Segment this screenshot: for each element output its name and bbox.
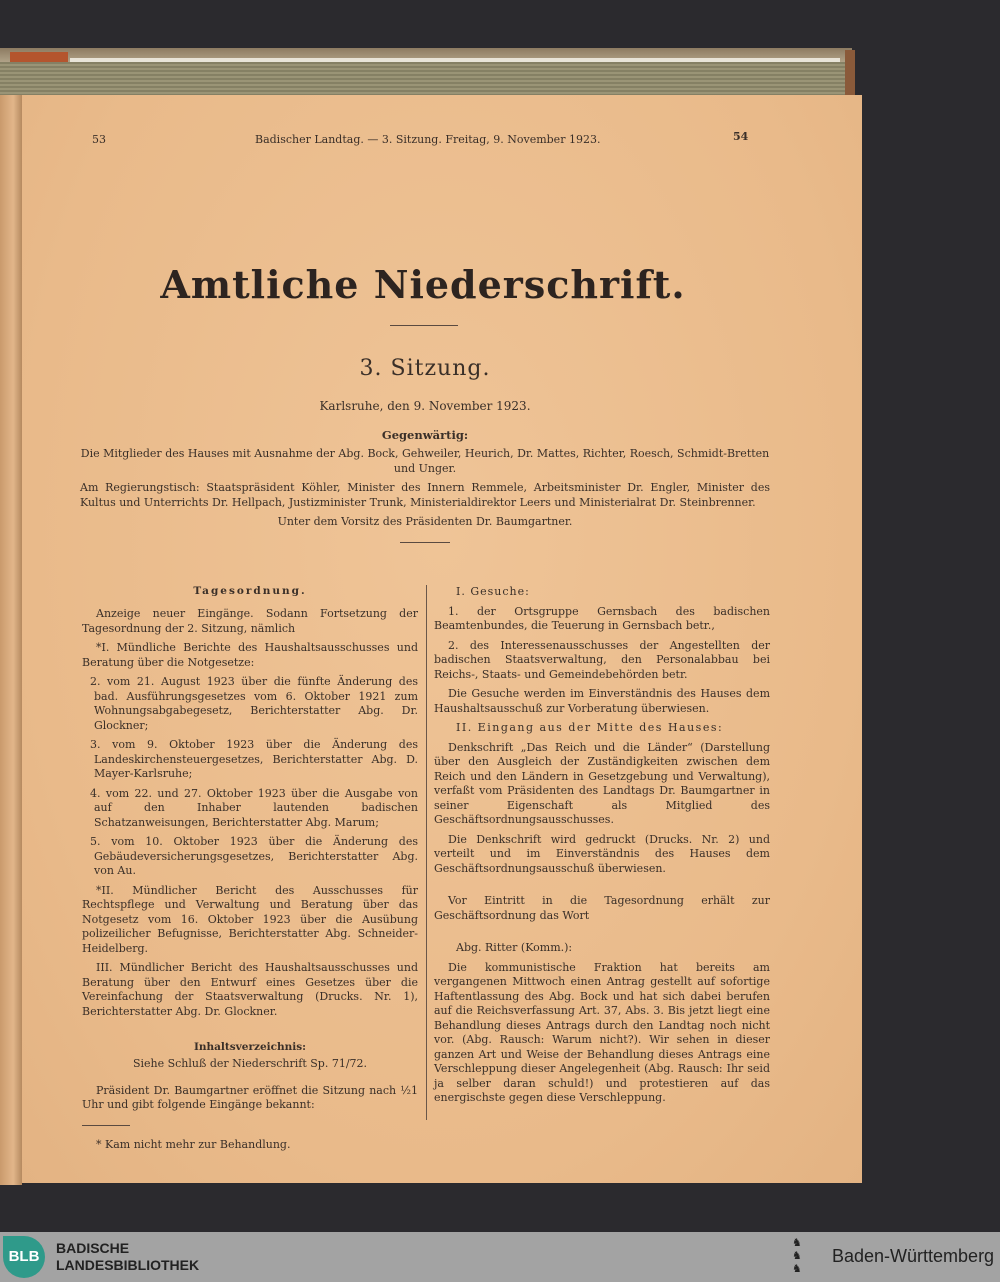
contents-heading: Inhaltsverzeichnis:: [193, 1041, 307, 1053]
left-column: [82, 585, 418, 1157]
agenda-item-3: III. Mündlicher Bericht des Haushaltsausschusses und Beratung über den Entwurf eines Gesetzes über die Vereinfachung der Staatsverwaltung (Drucks. Nr. 1), Berichterstatter Abg. Dr. Glockner.: [82, 961, 418, 1018]
present-members: Die Mitglieder des Hauses mit Ausnahme der Abg. Bock, Gehweiler, Heurich, Dr. Mattes, Richter, Roesch, Schmidt-Bretten und Unger.: [80, 447, 770, 475]
speech-text: Die kommunistische Fraktion hat bereits am vergangenen Mittwoch einen Antrag gestellt auf sofortige Haftentlassung des Abg. Bock und hat sich dabei berufen auf die Reichsverfassung Art. 37, Abs. 3. Bis jetzt liegt eine Behandlung dieses Antrags durch den Landtag noch nicht vor. (Abg. Rausch: Warum nicht?). Wir sehen in dieser ganzen Art und Weise der Behandlung dieses Antrags eine Verschleppung dieser Angelegenheit (Abg. Rausch: Ihr seid ja selber daran schuld!) und protestieren auf das energischste gegen diese Verschleppung.: [434, 960, 770, 1104]
petition-item: 2. des Interessenausschusses der Angestellten der badischen Staatsverwaltung, den Personalabbau bei Reichs-, Staats- und Gemeindebehörden betr.: [434, 638, 770, 681]
bw-lions-icon: ♞ ♞ ♞: [792, 1236, 802, 1275]
session-intro: [80, 398, 770, 543]
right-column: [434, 585, 770, 1111]
blb-logo[interactable]: BLB: [3, 1236, 45, 1278]
running-title: Badischer Landtag. — 3. Sitzung. Freitag, 9. November 1923.: [255, 133, 601, 146]
opening-text: Präsident Dr. Baumgartner eröffnet die Sitzung nach ½1 Uhr und gibt folgende Eingänge bekannt:: [82, 1083, 418, 1111]
petitions-heading: I. Gesuche:: [456, 585, 530, 598]
right-page-number: 54: [733, 130, 749, 143]
house-heading: II. Eingang aus der Mitte des Hauses:: [456, 721, 724, 734]
place-date: Karlsruhe, den 9. November 1923.: [319, 399, 531, 413]
chair-note: Unter dem Vorsitz des Präsidenten Dr. Baumgartner.: [277, 515, 573, 528]
section-rule: [400, 542, 450, 543]
session-title: 3. Sitzung.: [359, 356, 491, 381]
agenda-intro: Anzeige neuer Eingänge. Sodann Fortsetzung der Tagesordnung der 2. Sitzung, nämlich: [82, 607, 418, 635]
left-page-number: 53: [92, 133, 106, 146]
agenda-subitem: 5. vom 10. Oktober 1923 über die Änderung des Gebäudeversicherungsgesetzes, Berichterstatter Abg. von Au.: [90, 835, 418, 877]
blb-name-line-1: BADISCHE: [56, 1240, 130, 1256]
blb-name-line-2: LANDESBIBLIOTHEK: [56, 1257, 200, 1273]
footnote-rule: [82, 1125, 130, 1126]
memo-result: Die Denkschrift wird gedruckt (Drucks. Nr. 2) und verteilt und im Einverständnis des Hauses dem Geschäftsordnungsausschuß überwiesen.: [434, 832, 770, 875]
agenda-subitem: 3. vom 9. Oktober 1923 über die Änderung des Landeskirchensteuergesetzes, Berichterstatter Abg. D. Mayer-Karlsruhe;: [90, 738, 418, 780]
agenda-item-2: *II. Mündlicher Bericht des Ausschusses für Rechtspflege und Verwaltung und Beratung über das Notgesetz vom 16. Oktober 1923 über die Ausübung polizeilicher Befugnisse, Berichterstatter Abg. Schneider-Heidelberg.: [82, 883, 418, 955]
government-bench: Am Regierungstisch: Staatspräsident Köhler, Minister des Innern Remmele, Arbeitsminister Dr. Engler, Minister des Kultus und Unterrichts Dr. Hellpach, Justizminister Trunk, Ministerialdirektor Leers und Ministerialrat Dr. Steinbrenner.: [80, 481, 770, 509]
contents-text: Siehe Schluß der Niederschrift Sp. 71/72.: [132, 1057, 368, 1070]
agenda-heading: Tagesordnung.: [193, 585, 307, 597]
title-rule: [390, 325, 458, 326]
speaker: Abg. Ritter (Komm.):: [456, 941, 573, 954]
agenda-item-1: *I. Mündliche Berichte des Haushaltsausschusses und Beratung über die Notgesetze:: [82, 641, 418, 669]
present-heading: Gegenwärtig:: [381, 428, 469, 442]
bw-logo-text[interactable]: Baden-Württemberg: [832, 1246, 995, 1266]
column-divider: [426, 585, 427, 1120]
page-block-edge: [0, 62, 845, 96]
agenda-subitem: 2. vom 21. August 1923 über die fünfte Änderung des bad. Ausführungsgesetzes vom 6. Oktober 1921 zum Wohnungsabgabegesetz, Berichterstatter Abg. Dr. Glockner;: [90, 675, 418, 732]
blb-name[interactable]: [56, 1240, 199, 1274]
agenda-subitem: 4. vom 22. und 27. Oktober 1923 über die Ausgabe von auf den Inhaber lautenden badischen Schatzanweisungen, Berichterstatter Abg. Marum;: [90, 786, 418, 829]
petitions-result: Die Gesuche werden im Einverständnis des Hauses dem Haushaltsausschuß zur Vorberatung überwiesen.: [434, 687, 770, 715]
book-cover-corner: [845, 50, 855, 95]
before-agenda: Vor Eintritt in die Tagesordnung erhält zur Geschäftsordnung das Wort: [434, 894, 770, 922]
petition-item: 1. der Ortsgruppe Gernsbach des badischen Beamtenbundes, die Teuerung in Gernsbach betr.,: [434, 604, 770, 632]
memo-text: Denkschrift „Das Reich und die Länder“ (Darstellung über den Ausgleich der Zuständigkeiten zwischen dem Reich und den Ländern in Gesetzgebung und Verwaltung), verfaßt vom Präsidenten des Landtags Dr. Baumgartner in seiner Eigenschaft als Mitglied des Geschäftsordnungsausschusses.: [434, 740, 770, 826]
footnote: * Kam nicht mehr zur Behandlung.: [96, 1137, 291, 1151]
left-page-edge: [0, 95, 22, 1185]
document-title: Amtliche Niederschrift.: [160, 262, 686, 307]
